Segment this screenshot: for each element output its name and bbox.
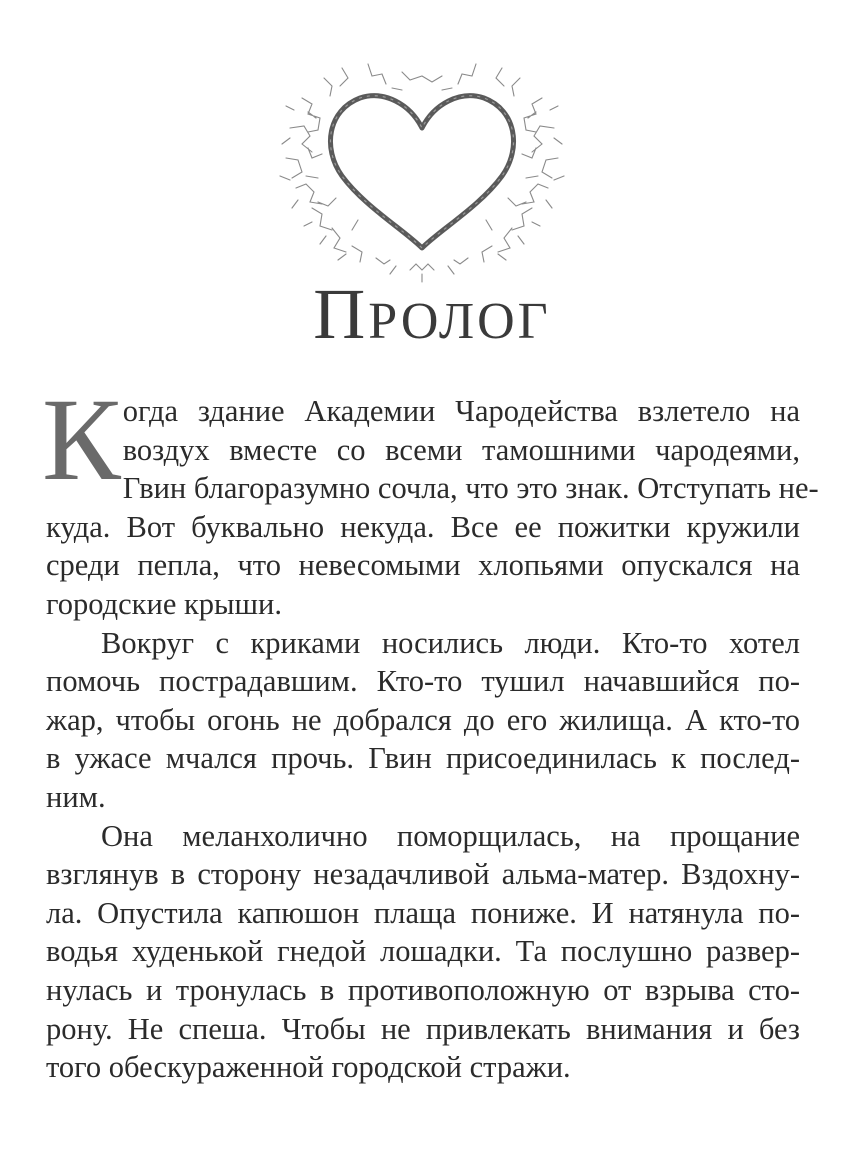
text-line: водья худенькой гнедой лошадки. Та послушно развер- xyxy=(46,934,800,969)
text-line: ним. xyxy=(46,779,106,814)
chapter-title-rest: РОЛОГ xyxy=(368,293,551,350)
text-line: ла. Опустила капюшон плаща пониже. И натянула по- xyxy=(46,895,800,930)
text-line: взглянув в сторону незадачливой альма-матер. Вздохну- xyxy=(46,857,800,892)
text-line: помочь пострадавшим. Кто-то тушил начавшийся по- xyxy=(46,664,800,699)
text-line: того обескураженной городской стражи. xyxy=(46,1050,571,1085)
text-line: рону. Не спеша. Чтобы не привлекать внимания и без xyxy=(46,1011,800,1046)
text-line xyxy=(46,624,800,663)
paragraph-1 xyxy=(42,374,819,624)
paragraph-2 xyxy=(46,624,800,817)
text-line: городские крыши. xyxy=(46,586,282,621)
text-line: жар, чтобы огонь не добрался до его жилища. А кто-то xyxy=(46,702,800,737)
chapter-title-capital: П xyxy=(313,274,369,354)
cracked-heart-ornament xyxy=(272,58,572,283)
text-line: куда. Вот буквально некуда. Все ее пожитки кружили xyxy=(46,509,800,544)
chapter-body xyxy=(42,374,819,1087)
drop-cap: К xyxy=(42,374,121,505)
text-line: огда здание Академии Чародейства взлетело на xyxy=(122,394,800,428)
text-line: среди пепла, что невесомыми хлопьями опускался на xyxy=(46,548,800,583)
text-line xyxy=(46,817,800,856)
chapter-title xyxy=(0,274,864,354)
text-line: нулась и тронулась в противоположную от взрыва сто- xyxy=(46,972,800,1007)
text-line: воздух вместе со всеми тамошними чародеями, xyxy=(122,432,800,467)
text-line: Гвин благоразумно сочла, что это знак. Отступать не- xyxy=(122,471,819,506)
text-line: в ужасе мчался прочь. Гвин присоединилась к послед- xyxy=(46,741,800,776)
paragraph-3 xyxy=(46,817,800,1087)
text-line-content: Она меланхолично поморщилась, на прощание xyxy=(101,818,800,853)
text-line-content: Вокруг с криками носились люди. Кто-то хотел xyxy=(101,625,800,660)
